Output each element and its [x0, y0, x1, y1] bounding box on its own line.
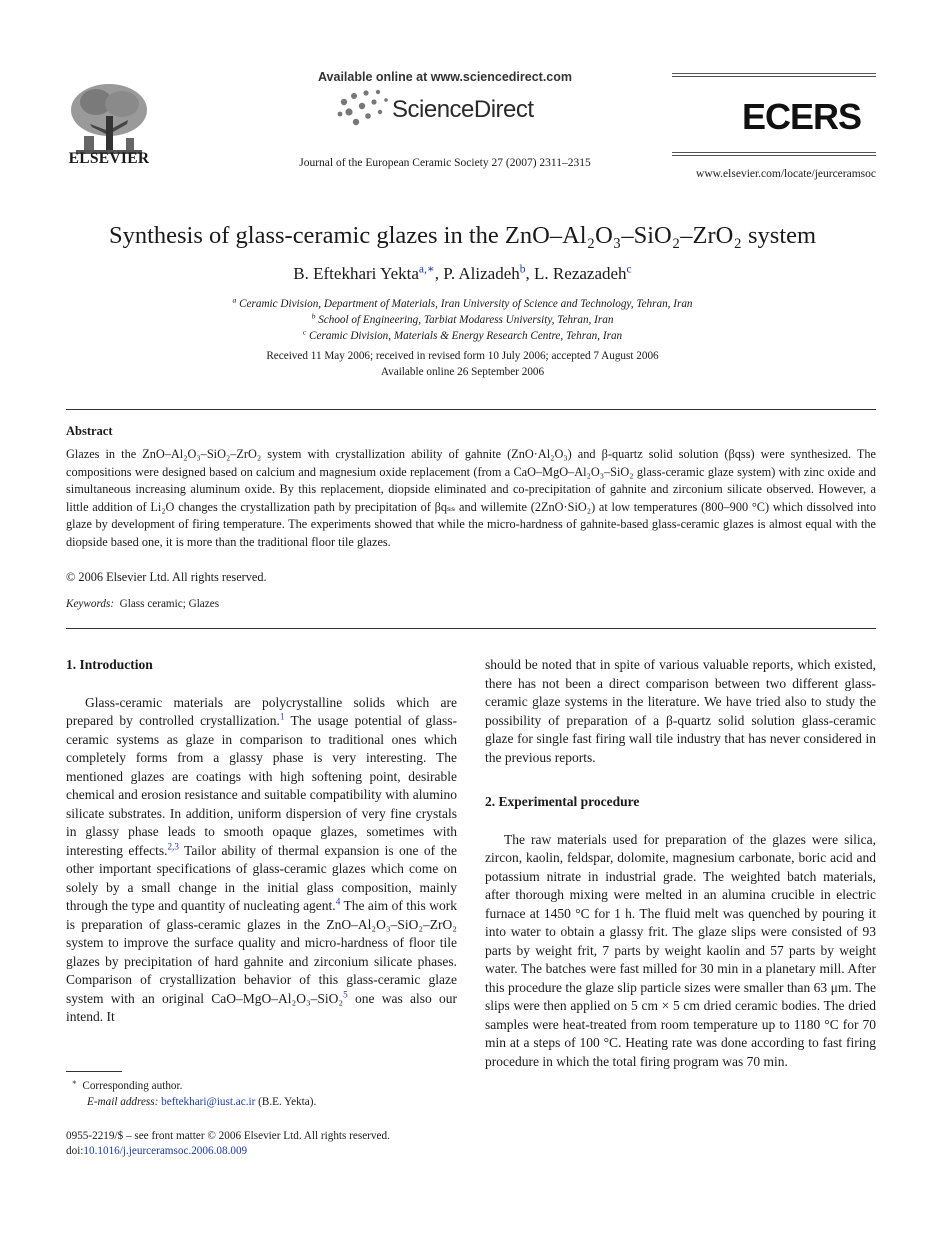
abstract-text: Glazes in the ZnO–Al₂O₃–SiO₂–ZrO₂ system with crystallization ability of gahnite (ZnO·Al₂O₃) and β-quartz solid solution (βqss) were synthesized. The compositions were designed based on calcium and magnesium oxide replacement (from a CaO–MgO–Al₂O₃–SiO₂ glass-ceramic glaze system) with zinc oxide and simultaneous increasing aluminum oxide. By this replacement, diopside eliminated and co-precipitation of gahnite and zirconium silicate observed. However, a little addition of Li₂O changes the crystallization path by precipitation of βqₛₛ and willemite (2ZnO·SiO₂) at low temperatures (800–900 °C) which dissolved into glaze by development of firing temperature. The experiments showed that while the micro-hardness of gahnite-based glass-ceramic glazes is almost equal with the diopside based one, it is more than the traditional floor tile glazes.: [66, 447, 876, 549]
divider: [66, 628, 876, 629]
author-name: L. Rezazadeh: [534, 264, 627, 283]
svg-text:ECERS: ECERS: [742, 96, 862, 134]
left-column: [66, 656, 457, 1027]
affiliation: $^a$ Ceramic Division, Department of Materials, Iran University of Science and Technology, Tehran, Iran: [232, 295, 693, 310]
ecers-bottom-rule: [672, 152, 876, 156]
author-mark[interactable]: c: [626, 262, 632, 276]
citation-link[interactable]: 5: [343, 989, 348, 999]
citation-link[interactable]: 1: [279, 711, 285, 722]
copyright: © 2006 Elsevier Ltd. All rights reserved.: [66, 570, 267, 584]
available-date: Available online 26 September 2006: [380, 366, 545, 378]
publisher-name: ELSEVIER: [68, 150, 150, 167]
doi-line: doi:10.1016/j.jeurceramsoc.2006.08.009: [66, 1145, 248, 1157]
article-title: Synthesis of glass-ceramic glazes in the ZnO–Al₂O₃–SiO₂–ZrO₂ system: [108, 222, 817, 249]
author-mark[interactable]: b: [519, 262, 526, 276]
journal-citation: Journal of the European Ceramic Society 27 (2007) 2311–2315: [299, 157, 591, 169]
ecers-top-rule: [672, 73, 876, 77]
ecers-society-logo: [742, 96, 876, 134]
corresponding-author-note: ∗ Corresponding author.: [71, 1077, 183, 1092]
author-name: B. Eftekhari Yekta: [293, 264, 419, 283]
section-heading: 1. Introduction: [66, 657, 153, 672]
journal-url[interactable]: www.elsevier.com/locate/jeurceramsoc: [696, 168, 876, 180]
affiliation: $^b$ School of Engineering, Tarbiat Modaress University, Tehran, Iran: [311, 311, 614, 326]
footnote-rule: [66, 1071, 122, 1072]
experimental-paragraph: The raw materials used for preparation of the glazes were silica, zircon, kaolin, feldspar, dolomite, magnesium carbonate, boric acid and potassium nitrate in industrial grade. The weighted batch materials, after thorough mixing were melted in an alumina crucible in electric furnace at 1450 °C for 1 h. The fluid melt was quenched by pouring it into water to obtain a glassy frit. The glaze slips were consisted of 93 parts by weight frit, 7 parts by weight kaolin and 57 parts by weight water. The batches were fast milled for 30 min in a planetary mill. After this procedure the glaze slip particle sizes were smaller than 63 μm. The slips were then applied on 5 cm × 5 cm dried ceramic bodies. The dried samples were heat-treated from room temperature up to 1180 °C for 70 min at a steps of 100 °C. Heating rate was done according to fast firing procedure in which the total firing program was 70 min.: [485, 831, 876, 1069]
doi-link[interactable]: 10.1016/j.jeurceramsoc.2006.08.009: [83, 1145, 248, 1157]
citation-link[interactable]: 2,3: [167, 841, 179, 851]
author-name: P. Alizadeh: [443, 264, 520, 283]
received-dates: Received 11 May 2006; received in revised form 10 July 2006; accepted 7 August 2006: [266, 350, 659, 362]
email-link[interactable]: beftekhari@iust.ac.ir: [161, 1096, 256, 1108]
right-column: [485, 656, 876, 1071]
email-note: E-mail address: beftekhari@iust.ac.ir (B.E. Yekta).: [87, 1096, 317, 1108]
citation-link[interactable]: 4: [335, 896, 341, 907]
keywords: Keywords: Glass ceramic; Glazes: [66, 598, 220, 610]
intro-paragraph-cont: should be noted that in spite of various valuable reports, which existed, there has not been a direct comparison between two different glass-ceramic glaze systems in the literature. We have tried also to study the possibility of preparation of a β-quartz solid solution glass-ceramic glaze for single fast firing wall tile industry that has never considered in the previous reports.: [485, 657, 876, 765]
section-heading: 2. Experimental procedure: [485, 794, 640, 809]
sciencedirect-wordmark: ScienceDirect: [392, 96, 534, 123]
author-list: B. Eftekhari Yekta$^{a,∗}$, P. Alizadeh$^b$, L. Rezazadeh$^c$: [293, 262, 632, 283]
intro-paragraph: Glass-ceramic materials are polycrystalline solids which are prepared by controlled crystallization.$^1$ The usage potential of glass-ceramic systems as glaze in comparison to traditional ones which completely forms from a glassy phase is very interesting. The mentioned glazes are coatings with high softening point, desirable chemical and erosion resistance and suitable compatibility with alumino silicate substrates. In addition, uniform dispersion of very fine crystals in glassy phase leads to smooth opaque glazes, sometimes with interesting effects.$^{2,3}$ Tailor ability of thermal expansion is one of the other important specifications of glass-ceramic glazes which come on solely by a small change in the initial glass composition, mainly through the type and quantity of nucleating agent.$^4$ The aim of this work is preparation of glass-ceramic glazes in the ZnO–Al₂O₃–SiO₂–ZrO₂ system to improve the surface quality and micro-hardness of floor tile glazes by precipitation of hard gahnite and zirconium silicate phases. Comparison of crystallization behavior of this glass-ceramic glaze system with an original CaO–MgO–Al₂O₃–SiO₂$^5$ one was also our intend. It: [66, 694, 458, 1024]
abstract-heading: Abstract: [66, 424, 113, 438]
divider: [66, 409, 876, 410]
issn-line: 0955-2219/$ – see front matter © 2006 Elsevier Ltd. All rights reserved.: [66, 1130, 390, 1142]
author-mark[interactable]: a,∗: [418, 262, 435, 276]
available-online-text: Available online at www.sciencedirect.com: [317, 70, 573, 84]
affiliation: $^c$ Ceramic Division, Materials & Energy Research Centre, Tehran, Iran: [302, 327, 623, 342]
